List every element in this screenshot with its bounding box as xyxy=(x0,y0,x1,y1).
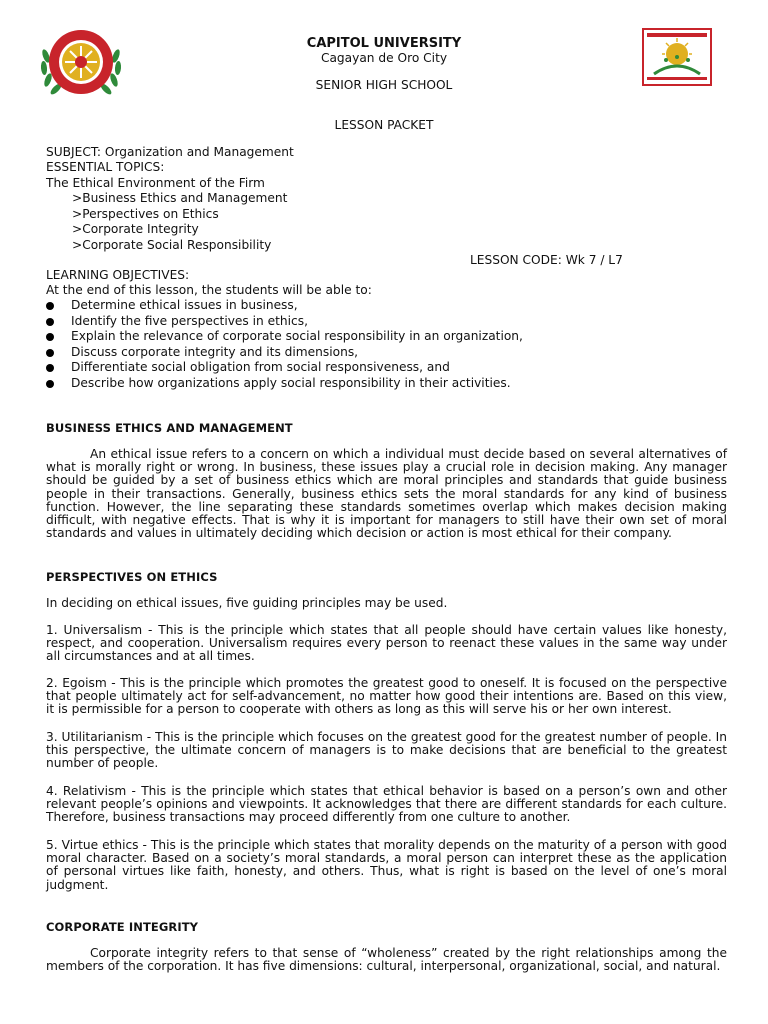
perspective-universalism: 1. Universalism - This is the principle which states that all people should have certain values like honesty, respect, and cooperation. Universalism requires every person to reenact these values in the same way under all circumstances and at all times. xyxy=(46,623,727,664)
perspectives-intro: In deciding on ethical issues, five guiding principles may be used. xyxy=(46,596,448,610)
objectives-label: LEARNING OBJECTIVES: xyxy=(46,268,190,282)
essential-topics-label: ESSENTIAL TOPICS: xyxy=(46,160,165,174)
topic-item: >Perspectives on Ethics xyxy=(72,207,219,221)
business-ethics-paragraph: An ethical issue refers to a concern on which a individual must decide based on several alternatives of what is morally right or wrong. In business, these issues play a crucial role in decision making. Any manager should be guided by a set of business ethics which are moral principles and standards that guide business people in their transactions. Generally, business ethics sets the moral standards for any kind of business function. However, the line separating these standards sometimes overlap which makes decision making difficult, with negative effects. That is why it is important for managers to still have their own set of moral standards and values in ultimately deciding which decision or action is most ethical for their company. xyxy=(46,447,727,541)
school-name: SENIOR HIGH SCHOOL xyxy=(315,78,453,92)
department-emblem-icon xyxy=(644,30,710,84)
perspective-egoism: 2. Egoism - This is the principle which promotes the greatest good to oneself. It is focused on the perspective that people ultimately act for self-advancement, no matter how good their intentions are. Based on this view, it is permissible for a person to cooperate with others as long as this will serve his or her own interest. xyxy=(46,676,727,717)
packet-title: LESSON PACKET xyxy=(334,118,434,132)
topic-item: >Corporate Integrity xyxy=(72,222,199,236)
section-heading-corporate-integrity: CORPORATE INTEGRITY xyxy=(46,920,199,934)
objectives-intro: At the end of this lesson, the students will be able to: xyxy=(46,283,372,297)
objective-item: Identify the five perspectives in ethics, xyxy=(46,314,523,330)
seal-icon xyxy=(36,26,126,98)
university-seal-logo xyxy=(36,26,126,98)
department-logo xyxy=(642,28,712,86)
objective-item: Determine ethical issues in business, xyxy=(46,298,523,314)
lesson-code: LESSON CODE: Wk 7 / L7 xyxy=(470,253,623,267)
perspective-utilitarianism: 3. Utilitarianism - This is the principle which focuses on the greatest good for the greatest number of people. In this perspective, the ultimate concern of managers is to make decisions that are beneficial to the greatest number of people. xyxy=(46,730,727,771)
topic-item: >Corporate Social Responsibility xyxy=(72,238,272,252)
university-name: CAPITOL UNIVERSITY xyxy=(306,36,462,51)
university-city: Cagayan de Oro City xyxy=(320,51,448,65)
perspective-relativism: 4. Relativism - This is the principle which states that ethical behavior is based on a person’s own and other relevant people’s opinions and viewpoints. It acknowledges that there are different standards for each culture. Therefore, business transactions may proceed differently from one culture to another. xyxy=(46,784,727,825)
objective-item: Describe how organizations apply social responsibility in their activities. xyxy=(46,376,523,392)
objective-item: Differentiate social obligation from social responsiveness, and xyxy=(46,360,523,376)
objective-item: Explain the relevance of corporate social responsibility in an organization, xyxy=(46,329,523,345)
objective-item: Discuss corporate integrity and its dimensions, xyxy=(46,345,523,361)
subject-line: SUBJECT: Organization and Management xyxy=(46,145,294,159)
main-topic: The Ethical Environment of the Firm xyxy=(46,176,265,190)
section-heading-perspectives: PERSPECTIVES ON ETHICS xyxy=(46,570,218,584)
perspective-virtue-ethics: 5. Virtue ethics - This is the principle which states that morality depends on the maturity of a person with good moral character. Based on a society’s moral standards, a moral person can interpret these as the application of personal virtues like faith, honesty, and others. Thus, what is right is based on the level of one’s moral judgment. xyxy=(46,838,727,892)
topic-item: >Business Ethics and Management xyxy=(72,191,288,205)
corporate-integrity-paragraph: Corporate integrity refers to that sense of “wholeness” created by the right relationships among the members of the corporation. It has five dimensions: cultural, interpersonal, organizational, social, and natural. xyxy=(46,946,727,974)
objectives-list xyxy=(46,298,523,392)
section-heading-business-ethics: BUSINESS ETHICS AND MANAGEMENT xyxy=(46,421,293,435)
